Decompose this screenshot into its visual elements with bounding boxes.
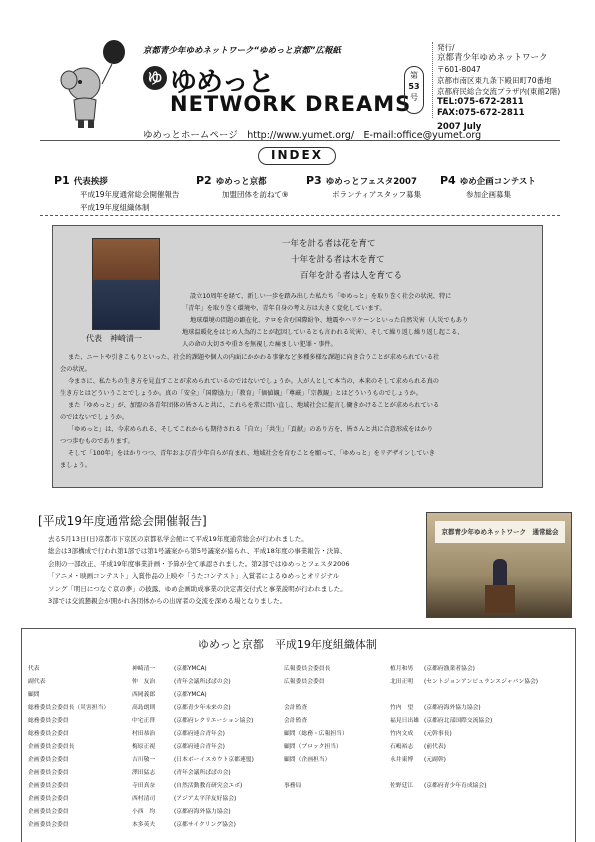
photo-banner: 京都青少年ゆめネットワーク 通常総会	[435, 521, 565, 543]
report-title: [平成19年度通常総会開催報告]	[38, 514, 207, 528]
header-divider	[432, 42, 433, 118]
org-affiliation: (京都府連合青年会)	[174, 731, 225, 737]
org-name: 村田恭治	[132, 731, 156, 737]
issue-number-badge: 第 53 号	[404, 66, 424, 114]
org-role: 企画委員会委員長	[28, 744, 75, 750]
org-name: 澤田猛志	[132, 770, 156, 776]
org-affiliation: (青年会議所ぱぱの会)	[174, 679, 231, 685]
logo-english: NETWORK DREAMS	[170, 92, 412, 116]
address-line: 京都府民総合交流プラザ内(東館2階)	[437, 87, 561, 96]
org-name: 本多英夫	[132, 822, 156, 828]
org-name: 梅原正視	[132, 744, 156, 750]
org-affiliation: (京都青少年未来の会)	[174, 705, 231, 711]
org-name: 西岡義郎	[132, 692, 156, 698]
org-affiliation: (京都府海外協力協会)	[174, 809, 231, 815]
publication-tagline: 京都青少年ゆめネットワーク“ゆめっと京都”広報紙	[143, 46, 341, 56]
greeting-paragraph-1: 設立10周年を経て、新しい一歩を踏み出した私たち「ゆめっと」を取り巻く社会の状況、特に 「青年」を取り巻く環境や、青年自身の考え方は大きく変化しています。 地球環境の問題の顕在化、テロを含む国際紛争、地震やハリケーンといった自然災害（人災でもあり 地球温暖化をはじめ人為的ことが起因しているとも言われる災害）、そして繰り返し繰り返し起こる、 人の命の大切さや重さを無視した痛ましい犯罪・事件。	[182, 293, 469, 348]
org-name: 小西 均	[132, 809, 156, 815]
website-email-line: ゆめっとホームページ http://www.yumet.org/ E-mail:office@yumet.org	[143, 130, 482, 141]
greeting-paragraph-2: また、ニートや引きこもりといった、社会的課題や個人の内面にかかわる事象など多種多様な課題に向き合うことが求められている社 会の状況。 今まさに、私たちの生き方を見直すことが求められているのではないでしょうか。人が人として本当の、本来のそして求められる真の 生き方とはどういうことでしょうか。真の「安全」「国際協力」「教育」「価値観」「尊厳」「宗教観」とはどういうものでしょうか。 また「ゆめっと」が、加盟の各青年団体の皆さんと共に、これらを常に問い直し、地域社会に提言し働きかけることが求められている のではないでしょうか。 「ゆめっと」は、今求められる、そしてこれからも期待される「自立」「共生」「貢献」のあり方を、皆さんと共に合意形成をはかり つつ歩むものであります。 そして「100年」をはかりつつ、青年および青少年自らが育まれ、地域社会を育むことを願って、「ゆめっと」をリデザインしていき ましょう。	[60, 354, 440, 469]
meeting-photo	[426, 512, 572, 618]
org-name: 吉川敬一	[132, 757, 156, 763]
org-affiliation: (青年会議所ぱぱの会)	[174, 770, 231, 776]
org-affiliation: (京都YMCA)	[174, 666, 207, 672]
org-name: 石嶋裕志	[390, 744, 414, 750]
index-title: INDEX	[258, 147, 336, 165]
org-name: 竹内 望	[390, 705, 414, 711]
org-role: 会計監査	[284, 705, 308, 711]
org-affiliation: (元副幹)	[424, 757, 446, 763]
org-affiliation: (日本ボーイスカウト京都連盟)	[174, 757, 254, 763]
fax: FAX:075-672-2811	[437, 108, 525, 118]
publisher-info	[437, 42, 560, 133]
org-role: 会計監査	[284, 718, 308, 724]
poem-line: 十年を計る者は木を育て	[291, 255, 385, 265]
org-name: 西村清司	[132, 796, 156, 802]
index-item-p3[interactable]: P3 ゆめっとフェスタ2007 ボランティアスタッフ募集	[306, 174, 422, 199]
org-affiliation: (前代表)	[424, 744, 446, 750]
index-item-p2[interactable]: P2 ゆめっと京都 加盟団体を訪ねて⑨	[196, 174, 289, 199]
representative-photo	[92, 238, 160, 330]
photo-caption: 代表 神崎清一	[86, 334, 142, 343]
org-name: 神崎清一	[132, 666, 156, 672]
org-affiliation: (京都サイクリング協会)	[174, 822, 236, 828]
org-affiliation: (アジア太平洋友好協会)	[174, 796, 237, 802]
balloon-mascot-icon	[56, 40, 136, 130]
org-role: 企画委員会委員	[28, 757, 69, 763]
org-role: 事務局	[284, 783, 302, 789]
org-role: 企画委員会委員	[28, 822, 69, 828]
org-name: 高島朗則	[132, 705, 156, 711]
org-role: 企画委員会委員	[28, 809, 69, 815]
org-role: 企画委員会委員	[28, 783, 69, 789]
podium	[485, 585, 515, 613]
publisher-label: 発行/	[437, 43, 455, 52]
poem-line: 百年を計る者は人を育てる	[300, 271, 403, 281]
publisher-org: 京都青少年ゆめネットワーク	[437, 53, 548, 63]
org-name: 仲 友治	[132, 679, 156, 685]
index-divider	[40, 215, 560, 216]
org-name: 植月和男	[390, 666, 414, 672]
org-role: 顧問	[28, 692, 40, 698]
org-role: 顧問（ブロック担当）	[284, 744, 342, 750]
org-affiliation: (京都府海外協力協会)	[424, 705, 481, 711]
org-affiliation: (京都府レクリエーション協会)	[174, 718, 254, 724]
org-role: 総務委員会委員長（災害担当）	[28, 705, 110, 711]
org-role: 広報委員会委員	[284, 679, 325, 685]
org-role: 顧問（企画担当）	[284, 757, 331, 763]
org-affiliation: (セントジョンアンビュランスジャパン協会)	[424, 679, 539, 685]
org-affiliation: (京都府連合青年会)	[174, 744, 225, 750]
org-affiliation: (京都YMCA)	[174, 692, 207, 698]
org-name: 寺田真奈	[132, 783, 156, 789]
index-item-p4[interactable]: P4 ゆめ企画コンテスト 参加企画募集	[440, 174, 536, 199]
poem-line: 一年を計る者は花を育て	[282, 239, 376, 249]
org-name: 福見日出雄	[390, 718, 419, 724]
index-item-p1[interactable]: P1 代表挨拶 平成19年度通常総会開催報告 平成19年度組織体制	[54, 174, 180, 212]
org-name: 佐野廷江	[390, 783, 414, 789]
org-role: 副代表	[28, 679, 46, 685]
logo-icon: ゆ	[143, 66, 167, 90]
org-affiliation: (自然活動教育研究会エボ)	[174, 783, 243, 789]
address-line: 京都市南区東九条下殿田町70番地	[437, 76, 552, 85]
postal-code: 〒601-8047	[437, 65, 481, 74]
header-rule	[40, 140, 560, 141]
org-affiliation: (京都府北部国際交流協会)	[424, 718, 493, 724]
org-role: 顧問（総務・広報担当）	[284, 731, 348, 737]
report-body: 去る5月13日(日)京都市下京区の京都私学会館にて平成19年度通常総会が行われました。 総会は3部構成で行われ第1部では第1号議案から第5号議案が協られ、平成18年度の事業報告・決算、 会則の一部改正、平成19年度事業計画・予算が全て承認されました。第2部ではゆめっとフェスタ2006 「アニメ・映画コンテスト」入賞作品の上映や「うたコンテスト」入賞者によるゆめっとオリジナル ソング「明日につなぐ京の夢」の披露、ゆめ企画助成事業の決定書交付式と事業説明が行われました。 3部では交流懇親会が開かれ各団体からの出席者の交流を深める場となりました。	[48, 535, 350, 606]
org-name: 北田正明	[390, 679, 414, 685]
org-role: 総務委員会委員	[28, 731, 69, 737]
org-name: 永井東博	[390, 757, 414, 763]
org-role: 企画委員会委員	[28, 796, 69, 802]
org-affiliation: (元幹事長)	[424, 731, 452, 737]
org-affiliation: (京都府青少年育成協会)	[424, 783, 487, 789]
org-role: 代表	[28, 666, 40, 672]
org-name: 中宅正啓	[132, 718, 156, 724]
org-role: 総務委員会委員	[28, 718, 69, 724]
tel: TEL:075-672-2811	[437, 97, 524, 107]
org-affiliation: (京都府漁業者協会)	[424, 666, 475, 672]
issue-date: 2007 July	[437, 122, 482, 132]
logo-japanese: ゆめっと	[170, 67, 274, 98]
org-role: 企画委員会委員	[28, 770, 69, 776]
org-name: 竹内文成	[390, 731, 414, 737]
org-title: ゆめっと京都 平成19年度組織体制	[198, 638, 377, 651]
org-role: 広報委員会委員長	[284, 666, 331, 672]
